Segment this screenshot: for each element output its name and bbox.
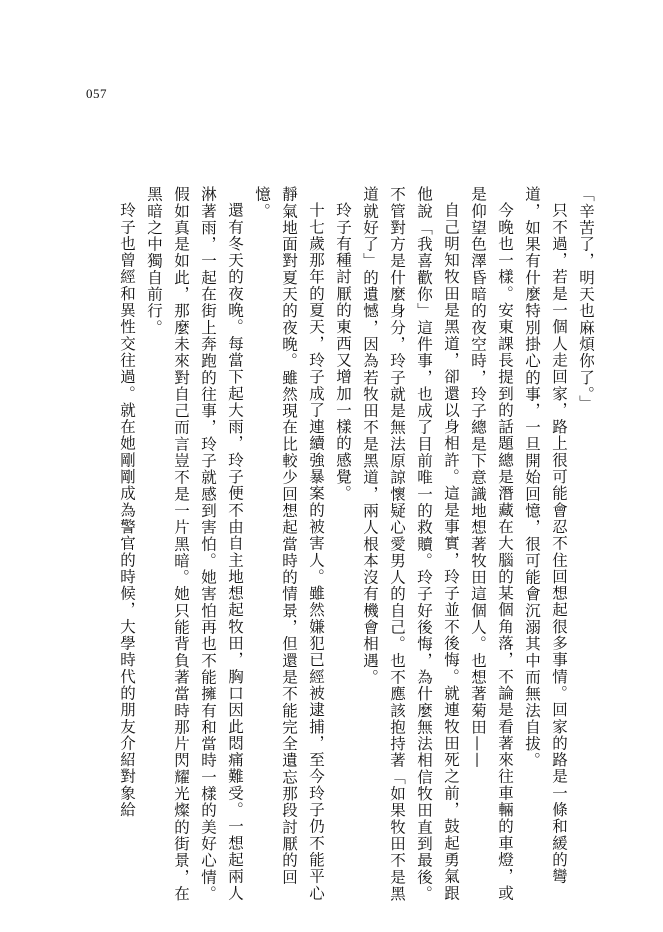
paragraph: 十七歲那年的夏天，玲子成了連續強暴案的被害人。雖然嫌犯已經被逮捕，至今玲子仍不能平心靜氣地面對夏天的夜晚。雖然現在比較少回想起當時的情景，但還是不能完全遺忘那段討厭的回憶。	[253, 186, 325, 901]
page-number: 057	[86, 86, 107, 101]
paragraph: 今晚也一樣。安東課長提到的話題總是潛藏在大腦的某個角落，不論是看著來往車輛的車燈，或是仰望色澤昏暗的夜空時，玲子總是下意識地想著牧田這個人。也想著菊田——	[469, 186, 514, 901]
paragraph: 「辛苦了，明天也麻煩你了。」	[577, 186, 595, 412]
paragraph: 玲子有種討厭的東西又增加一樣的感覺。	[334, 201, 352, 502]
paragraph: 自己明知牧田是黑道，卻還以身相許。這是事實，玲子並不後悔。就連牧田死之前，鼓起勇氣跟他說「我喜歡你」這件事，也成了目前唯一的救贖。玲子好後悔，為什麼無法相信牧田直到最後。不管對方是什麼身分，玲子就是無法原諒懷疑心愛男人的自己。也不應該抱持著「如果牧田不是黑道就好了」的遺憾，因為若牧田不是黑道，兩人根本沒有機會相遇。	[361, 186, 460, 902]
paragraph: 只不過，若是一個人走回家，路上很可能會忍不住回想起很多事情。回家的路是一條和緩的彎道，如果有什麼特別掛心的事，一旦開始回憶，很可能會沉溺其中而無法自拔。	[523, 186, 568, 885]
paragraph: 玲子也曾經和異性交往過。就在她剛剛成為警官的時候，大學時代的朋友介紹對象給	[118, 201, 136, 818]
vertical-text-body	[39, 186, 599, 906]
paragraph: 還有冬天的夜晚。每當下起大雨，玲子便不由自主地想起牧田，胸口因此悶痛難受。一想起兩人淋著雨，一起在街上奔跑的往事，玲子就感到害怕。她害怕再也不能擁有和當時一樣的美好心情。假如真是如此，那麼未來對自己而言豈不是一片黑暗。她只能背負著當時那片閃耀光燦的街景，在黑暗之中獨自前行。	[145, 186, 244, 902]
